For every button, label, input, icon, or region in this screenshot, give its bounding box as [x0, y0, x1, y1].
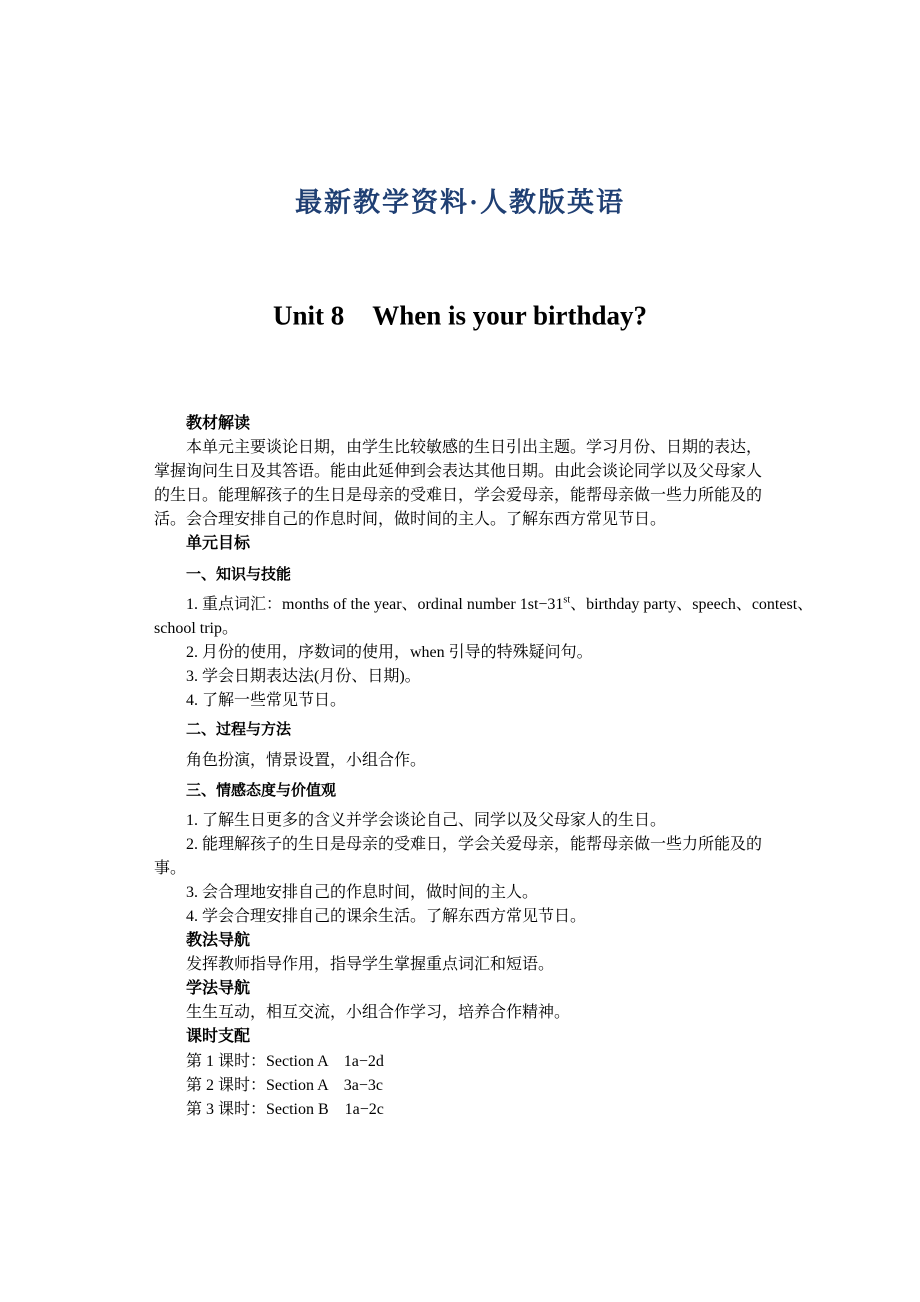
teaching-text: 发挥教师指导作用，指导学生掌握重点词汇和短语。: [186, 956, 555, 973]
emotion-item-4: 4. 学会合理安排自己的课余生活。了解东西方常见节日。: [186, 908, 587, 925]
emotion-heading: 三、情感态度与价值观: [186, 783, 337, 799]
header-title: 最新教学资料·人教版英语: [294, 187, 625, 218]
goals-heading: 单元目标: [186, 535, 251, 552]
learning-text: 生生互动，相互交流，小组合作学习，培养合作精神。: [186, 1004, 571, 1021]
knowledge-item-1: [186, 595, 813, 615]
knowledge-item-2: 2. 月份的使用，序数词的使用，when 引导的特殊疑问句。: [186, 644, 593, 661]
emotion-item-2: 2. 能理解孩子的生日是母亲的受难日，学会关爱母亲，能帮母亲做一些力所能及的: [186, 836, 763, 853]
knowledge-item-3: 3. 学会日期表达法(月份、日期)。: [186, 668, 421, 685]
knowledge-heading: 一、知识与技能: [186, 567, 292, 583]
knowledge-text: 1. 重点词汇：months of the year、ordinal number 1st−31: [186, 596, 564, 613]
schedule-item: 第 1 课时：Section A 1a−2d: [186, 1053, 384, 1070]
unit-title: [0, 301, 920, 332]
material-line: 本单元主要谈论日期，由学生比较敏感的生日引出主题。学习月份、日期的表达，: [186, 439, 763, 456]
knowledge-text: 、birthday party、speech、contest、: [570, 596, 814, 613]
emotion-item-1: 1. 了解生日更多的含义并学会谈论自己、同学以及父母家人的生日。: [186, 812, 667, 829]
unit-number: Unit 8: [272, 300, 345, 331]
schedule-item: 第 2 课时：Section A 3a−3c: [186, 1077, 384, 1094]
emotion-item-3: 3. 会合理地安排自己的作息时间，做时间的主人。: [186, 884, 539, 901]
material-line: 的生日。能理解孩子的生日是母亲的受难日，学会爱母亲，能帮母亲做一些力所能及的: [154, 487, 763, 504]
superscript: st: [563, 594, 571, 606]
material-line: 活。会合理安排自己的作息时间，做时间的主人。了解东西方常见节日。: [154, 511, 667, 528]
unit-question: When is your birthday?: [372, 300, 648, 331]
material-line: 掌握询问生日及其答语。能由此延伸到会表达其他日期。由此会谈论同学以及父母家人: [154, 463, 763, 480]
knowledge-item-4: 4. 了解一些常见节日。: [186, 692, 347, 709]
schedule-item: 第 3 课时：Section B 1a−2c: [186, 1101, 384, 1118]
learning-heading: 学法导航: [186, 980, 251, 997]
emotion-item-2-cont: 事。: [154, 860, 187, 877]
material-heading: 教材解读: [186, 415, 251, 432]
teaching-heading: 教法导航: [186, 932, 251, 949]
process-text: 角色扮演，情景设置，小组合作。: [186, 752, 427, 769]
schedule-heading: 课时支配: [186, 1028, 251, 1045]
process-heading: 二、过程与方法: [186, 722, 292, 738]
knowledge-item-1-cont: school trip。: [154, 620, 238, 637]
